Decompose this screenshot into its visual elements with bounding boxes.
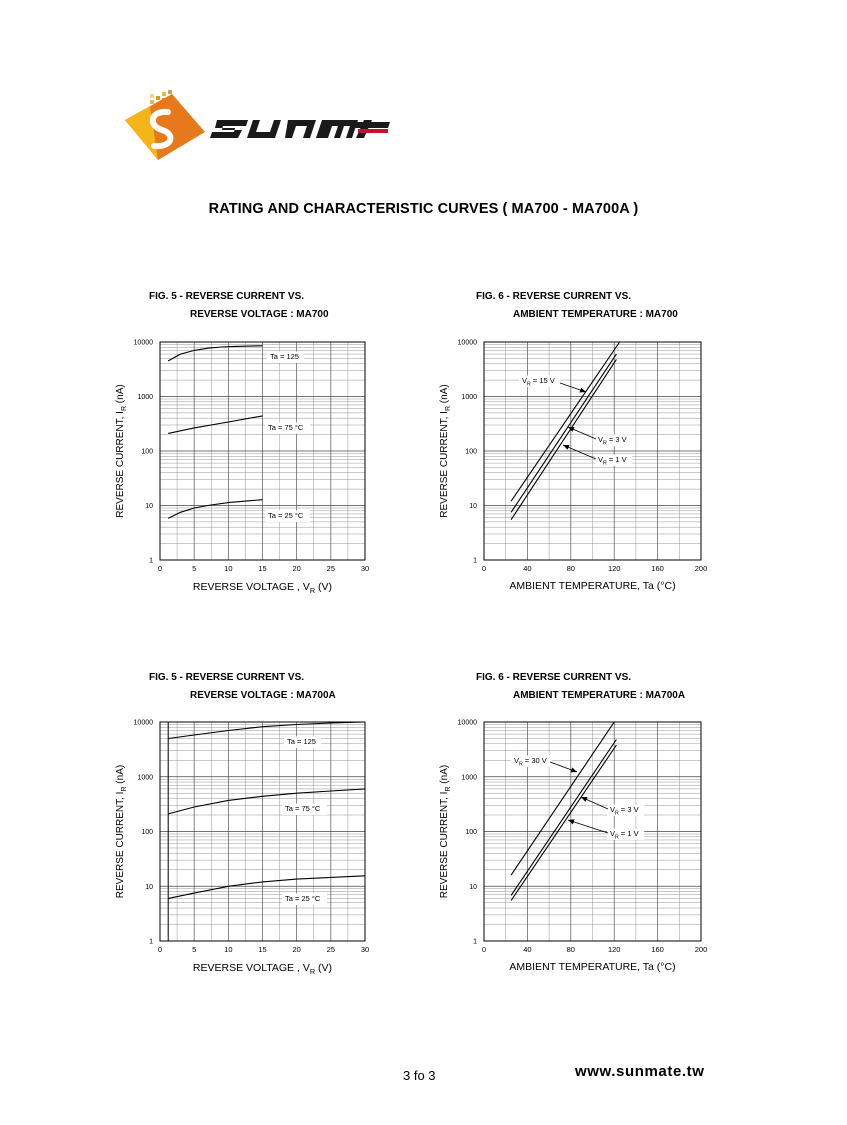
- y-tick-label: 1000: [137, 774, 153, 782]
- series-annotation: Ta = 125: [287, 737, 316, 746]
- y-tick-label: 10000: [133, 719, 153, 727]
- y-tick-label: 100: [465, 448, 477, 456]
- x-tick-label: 5: [192, 945, 197, 954]
- y-axis-label: REVERSE CURRENT, $I_R$ (nA): [439, 764, 452, 899]
- x-tick-label: 120: [607, 945, 621, 954]
- y-tick-label: 1000: [137, 394, 153, 401]
- x-axis-label: REVERSE VOLTAGE , $V_R$ (V): [192, 962, 333, 977]
- y-tick-label: 1: [149, 557, 153, 565]
- x-tick-label: 0: [481, 564, 487, 573]
- x-tick-label: 80: [566, 564, 575, 573]
- x-tick-label: 20: [292, 564, 301, 573]
- y-tick-label: 100: [141, 829, 153, 836]
- y-tick-label: 1000: [461, 774, 477, 782]
- figure-title-line2: AMBIENT TEMPERATURE : MA700A: [513, 690, 686, 701]
- series-annotation: $V_R = 3$ V: [598, 435, 627, 447]
- y-tick-label: 10000: [457, 719, 477, 727]
- y-tick-label: 10: [469, 883, 477, 891]
- y-tick-label: 10: [469, 503, 477, 510]
- series-annotation: $V_R = 3$ V: [610, 805, 639, 817]
- series-annotation: Ta = 75 °C: [268, 423, 304, 432]
- y-tick-label: 10000: [133, 339, 153, 347]
- y-tick-label: 1000: [461, 394, 477, 401]
- y-tick-label: 10: [145, 503, 153, 510]
- annotation-arrowhead: [568, 819, 575, 824]
- series-annotation: Ta = 75 °C: [285, 804, 321, 813]
- figure-title-line2: REVERSE VOLTAGE : MA700A: [190, 690, 336, 701]
- figure-title-line1: FIG. 5 - REVERSE CURRENT VS.: [149, 672, 305, 683]
- page-number: 3 fo 3: [403, 1068, 436, 1083]
- y-tick-label: 1: [149, 938, 153, 946]
- y-tick-label: 100: [141, 448, 153, 456]
- x-tick-label: 120: [607, 564, 621, 573]
- series-annotation: Ta = 25 °C: [285, 894, 321, 903]
- y-tick-label: 10: [145, 883, 153, 891]
- y-tick-label: 1: [473, 938, 477, 946]
- x-tick-label: 15: [258, 945, 267, 954]
- x-tick-label: 40: [523, 945, 532, 954]
- x-tick-label: 160: [651, 945, 664, 954]
- x-tick-label: 30: [360, 945, 370, 954]
- x-tick-label: 160: [651, 564, 664, 573]
- x-tick-label: 80: [566, 945, 575, 954]
- x-tick-label: 200: [694, 945, 708, 954]
- x-axis-label: AMBIENT TEMPERATURE, Ta (°C): [509, 961, 676, 973]
- x-tick-label: 25: [326, 564, 336, 573]
- series-annotation: $V_R = 1$ V: [610, 829, 639, 841]
- x-tick-label: 0: [157, 564, 163, 573]
- figure-title-line1: FIG. 6 - REVERSE CURRENT VS.: [476, 672, 632, 683]
- figure-title-line2: AMBIENT TEMPERATURE : MA700: [513, 309, 678, 320]
- annotation-leader: [568, 820, 608, 833]
- y-axis-label: REVERSE CURRENT, $I_R$ (nA): [115, 384, 128, 518]
- x-axis-label: REVERSE VOLTAGE , $V_R$ (V): [192, 581, 333, 596]
- figure-title-line1: FIG. 6 - REVERSE CURRENT VS.: [476, 291, 632, 302]
- y-tick-label: 1: [473, 557, 477, 565]
- x-tick-label: 40: [523, 564, 532, 573]
- series-annotation: Ta = 125: [270, 352, 299, 361]
- annotation-arrowhead: [570, 767, 577, 772]
- x-tick-label: 15: [258, 564, 267, 573]
- y-axis-label: REVERSE CURRENT, $I_R$ (nA): [439, 384, 452, 518]
- x-tick-label: 20: [292, 945, 301, 954]
- figure-title-line1: FIG. 5 - REVERSE CURRENT VS.: [149, 291, 305, 302]
- x-tick-label: 0: [157, 945, 163, 954]
- x-tick-label: 5: [192, 564, 197, 573]
- x-tick-label: 0: [481, 945, 487, 954]
- y-tick-label: 100: [465, 829, 477, 836]
- figure-title-line2: REVERSE VOLTAGE : MA700: [190, 309, 329, 320]
- x-tick-label: 10: [224, 564, 233, 573]
- series-annotation: $V_R = 30$ V: [514, 756, 547, 768]
- plot-area: [439, 720, 707, 974]
- series-annotation: $V_R = 1$ V: [598, 455, 627, 467]
- website-url: www.sunmate.tw: [575, 1063, 705, 1080]
- series-annotation: Ta = 25 °C: [268, 511, 304, 520]
- x-tick-label: 10: [224, 945, 233, 954]
- x-axis-label: AMBIENT TEMPERATURE, Ta (°C): [509, 580, 676, 592]
- page-title: RATING AND CHARACTERISTIC CURVES ( MA700 - MA700A ): [208, 201, 639, 217]
- x-tick-label: 200: [694, 564, 708, 573]
- x-tick-label: 30: [360, 564, 370, 573]
- y-tick-label: 10000: [457, 339, 477, 347]
- y-axis-label: REVERSE CURRENT, $I_R$ (nA): [115, 764, 128, 899]
- x-tick-label: 25: [326, 945, 336, 954]
- series-line: [511, 745, 616, 901]
- series-annotation: $V_R = 15$ V: [522, 376, 555, 388]
